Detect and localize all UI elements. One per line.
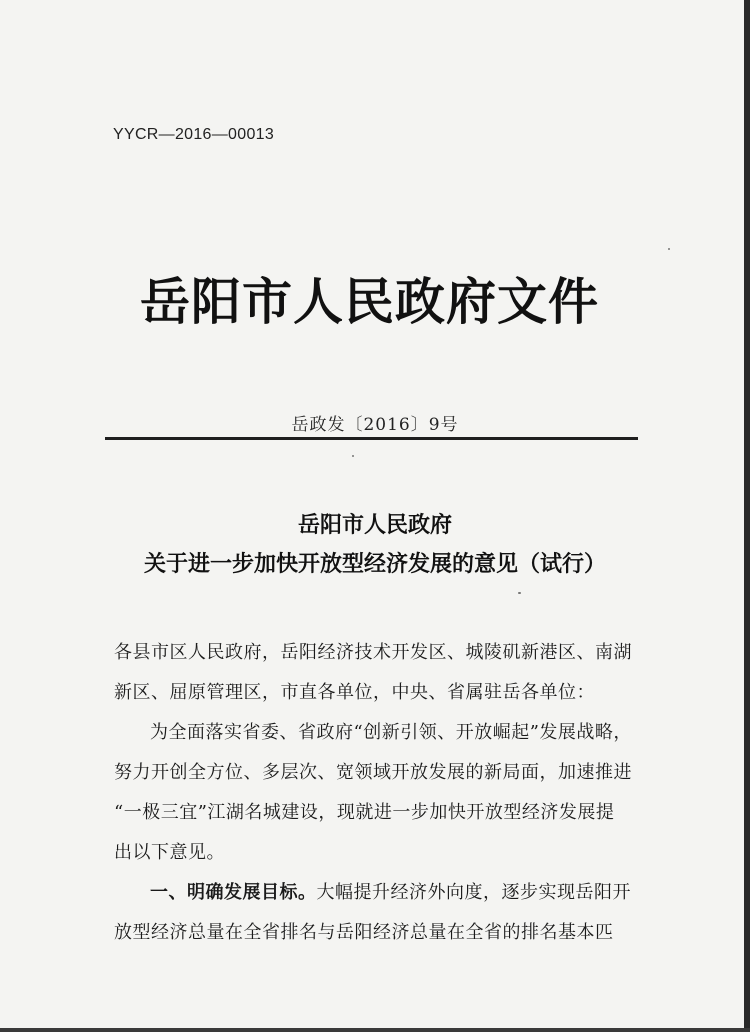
scan-speck bbox=[352, 455, 354, 457]
intro-line-2: 努力开创全方位、多层次、宽领域开放发展的新局面，加速推进 bbox=[114, 762, 632, 783]
section-1-line-1 bbox=[150, 878, 631, 904]
addressee-line-1: 各县市区人民政府，岳阳经济技术开发区、城陵矶新港区、南湖 bbox=[114, 642, 632, 663]
scan-speck bbox=[518, 592, 521, 594]
scan-edge-bottom bbox=[0, 1028, 750, 1032]
intro-line-1: 为全面落实省委、省政府“创新引领、开放崛起”发展战略， bbox=[150, 722, 632, 743]
document-number: 岳政发〔2016〕9号 bbox=[291, 415, 459, 435]
intro-line-3: “一极三宜”江湖名城建设，现就进一步加快开放型经济发展提 bbox=[114, 802, 615, 823]
section-1-lead: 一、明确发展目标。 bbox=[150, 882, 317, 903]
heading-issuer: 岳阳市人民政府 bbox=[297, 512, 452, 538]
issuer-title: 岳阳市人民政府文件 bbox=[140, 272, 599, 331]
addressee-line-2: 新区、屈原管理区，市直各单位，中央、省属驻岳各单位： bbox=[114, 682, 595, 703]
header-divider bbox=[105, 437, 638, 440]
heading-subject: 关于进一步加快开放型经济发展的意见（试行） bbox=[143, 551, 606, 577]
scan-speck bbox=[668, 248, 670, 250]
section-1-line-1-rest: 大幅提升经济外向度，逐步实现岳阳开 bbox=[316, 882, 631, 903]
intro-line-4: 出以下意见。 bbox=[114, 842, 225, 863]
document-code: YYCR—2016—00013 bbox=[113, 126, 275, 143]
section-1-line-2: 放型经济总量在全省排名与岳阳经济总量在全省的排名基本匹 bbox=[114, 922, 614, 943]
